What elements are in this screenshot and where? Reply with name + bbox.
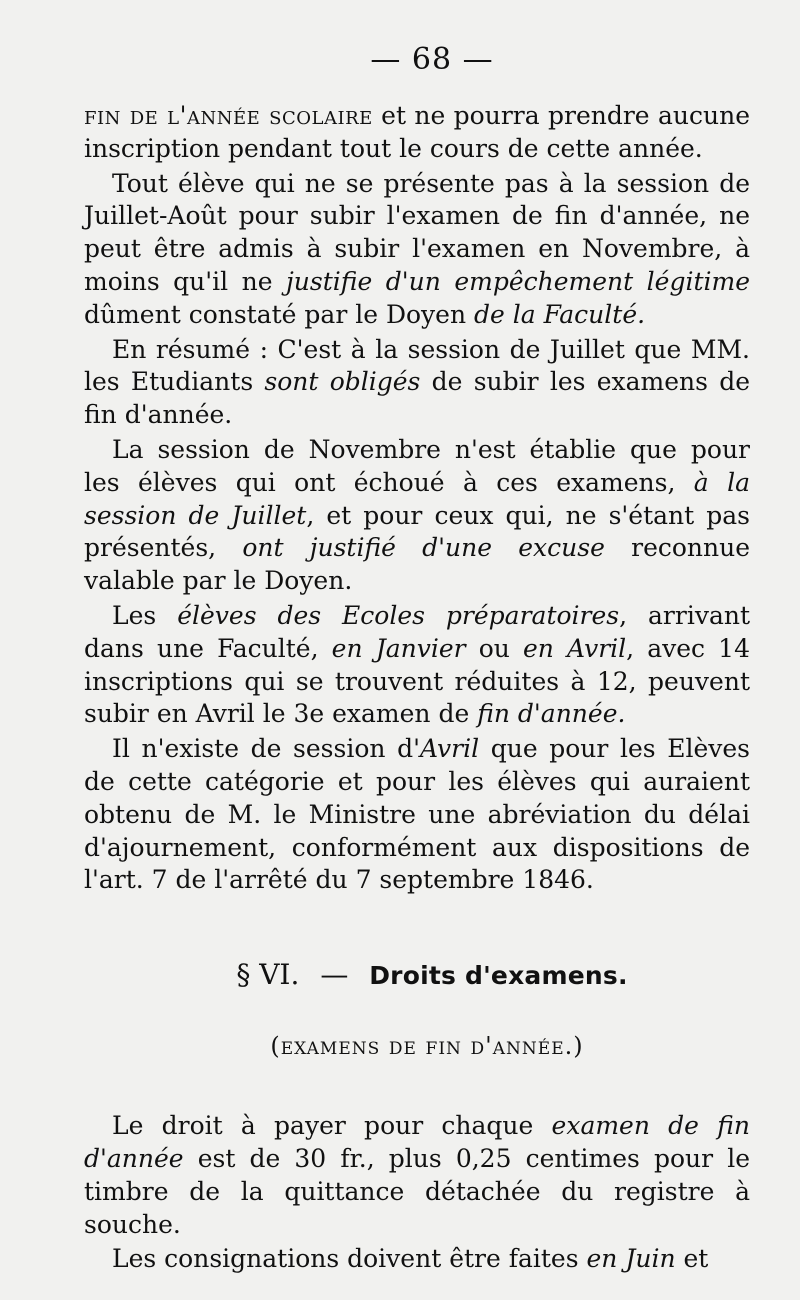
text-run: Le droit à payer pour chaque — [112, 1111, 552, 1141]
text-run: dûment constaté par le Doyen — [84, 299, 475, 329]
paragraph-p3 — [84, 334, 750, 432]
text-run: En résumé : C'est à la session de Juillet que MM. les Etudiants — [84, 334, 750, 397]
paragraph-p8 — [84, 1243, 750, 1276]
section-heading — [84, 957, 750, 994]
text-run: fin de l'année scolaire — [84, 101, 373, 130]
text-run: , avec 14 inscriptions qui se trouvent réduites à 12, peuvent subir en Avril le 3e examen de — [84, 633, 750, 729]
text-run: reconnue valable par le Doyen. — [84, 533, 751, 596]
text-run: justifie d'un empêchement légitime — [286, 266, 750, 296]
body-text-bottom — [84, 1110, 750, 1276]
paragraph-p2 — [84, 168, 750, 332]
text-run: Tout élève qui ne se présente pas à la session de Juillet-Août pour subir l'examen de fin d'année, ne peut être admis à subir l'examen en Novembre, à moins qu'il ne — [84, 168, 750, 296]
text-run: et ne pourra prendre aucune inscription pendant tout le cours de cette année. — [84, 101, 750, 163]
section-subheading: (examens de fin d'année.) — [270, 1032, 584, 1061]
text-run: ou — [465, 633, 524, 663]
text-run: La session de Novembre n'est établie que pour les élèves qui ont échoué à ces examens, — [84, 434, 750, 497]
text-run: , arrivant dans une Faculté, — [84, 600, 751, 663]
text-run: de la Faculté. — [474, 299, 646, 329]
section-dash: — — [320, 958, 349, 992]
text-run: ont justifié d'une excuse — [242, 533, 605, 563]
text-run: sont obligés — [264, 367, 421, 397]
body-text-top — [84, 100, 750, 897]
text-run: examen de fin d'année — [84, 1111, 750, 1173]
text-run: de subir les examens de fin d'année. — [84, 367, 751, 430]
text-run: élèves des Ecoles préparatoires — [177, 600, 620, 630]
text-run: Il n'existe de session d' — [112, 734, 420, 764]
text-run: à la session de Juillet — [84, 467, 750, 530]
paragraph-p1 — [84, 100, 750, 166]
text-run: et — [675, 1244, 709, 1274]
text-run: fin d'année. — [477, 699, 626, 729]
section-number: § VI. — [236, 958, 300, 992]
text-run: est de 30 fr., plus 0,25 centimes pour le timbre de la quittance détachée du registre à souche. — [84, 1143, 750, 1239]
text-run: que pour les Elèves de cette catégorie et pour les élèves qui auraient obtenu de M. le Ministre une abréviation du délai d'ajournement, conformément aux dispositions de l'art. 7 de l'arrêté du 7 septembre 1846. — [84, 734, 750, 895]
text-run: , et pour ceux qui, ne s'étant pas présentés, — [84, 500, 750, 563]
text-run: Les — [112, 600, 178, 630]
page-number: — 68 — — [370, 42, 494, 77]
paragraph-p7 — [84, 1110, 750, 1241]
section-title: Droits d'examens. — [369, 961, 628, 991]
paragraph-p5 — [84, 600, 750, 731]
text-run: en Juin — [586, 1244, 676, 1274]
paragraph-p6 — [84, 733, 750, 897]
text-run: Les consignations doivent être faites — [112, 1244, 587, 1274]
text-run: Avril — [420, 734, 480, 764]
paragraph-p4 — [84, 434, 750, 598]
text-run: en Avril — [523, 633, 627, 663]
text-run: en Janvier — [331, 633, 466, 663]
